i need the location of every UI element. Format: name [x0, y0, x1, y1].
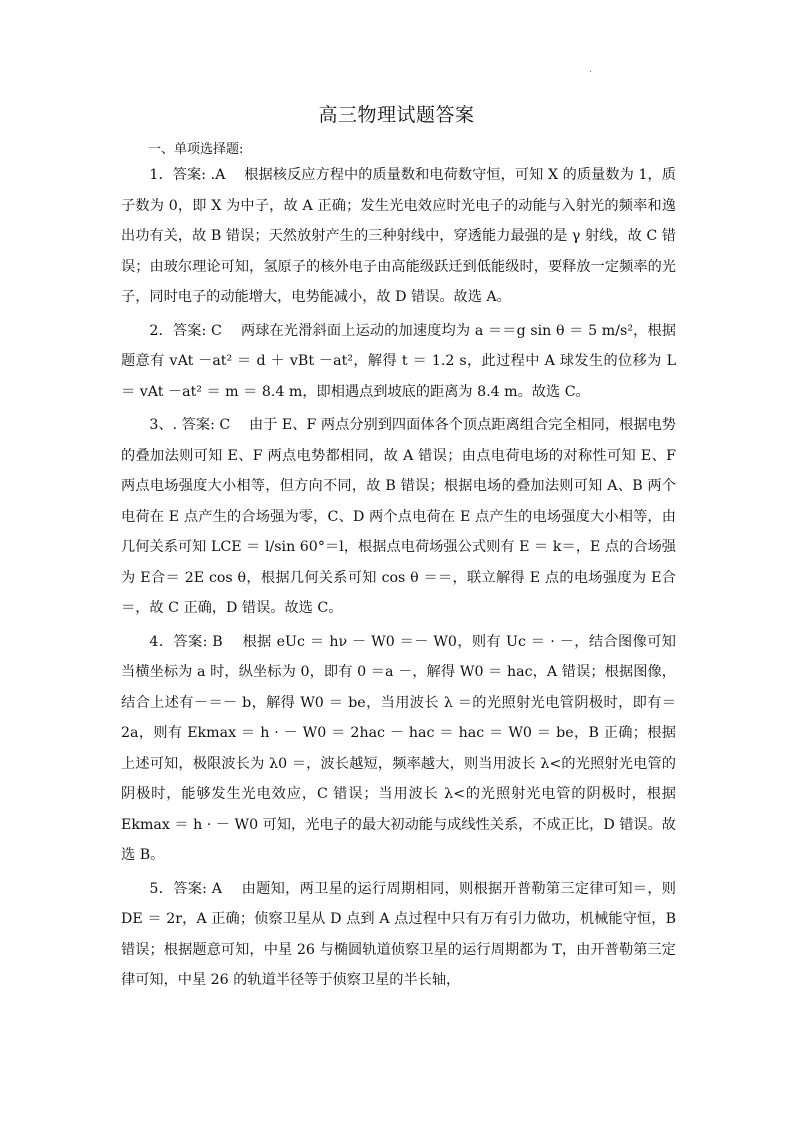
answer-3-paragraph: 3、. 答案: C 由于 E、F 两点分别到四面体各个顶点距离组合完全相同，根据电势的叠加法则可知 E、F 两点电势都相同，故 A 错误；由点电荷电场的对称性可知 E、F 两点电场强度大小相等，但方向不同，故 B 错误；根据电场的叠加法则可知 A、B 两个电荷在 E 点产生的合场强为零，C、D 两个点电荷在 E 点产生的电场强度大小相等，由几何关系可知 LCE ＝ l/sin 60°＝l，根据点电荷场强公式则有 E ＝ k＝，E 点的合场强为 E合＝ 2E cos θ，根据几何关系可知 cos θ ＝＝，联立解得 E 点的电场强度为 E合＝，故 C 正确，D 错误。故选 C。	[121, 417, 676, 616]
page-title: 高三物理试题答案	[318, 104, 475, 126]
section-heading: 一、单项选择题:	[148, 142, 244, 157]
answer-1-paragraph: 1．答案: .A 根据核反应方程中的质量数和电荷数守恒，可知 X 的质量数为 1，质子数为 0，即 X 为中子，故 A 正确；发生光电效应时光电子的动能与入射光的频率和逸出功有关，故 B 错误；天然放射产生的三种射线中，穿透能力最强的是 γ 射线，故 C 错误；由玻尔理论可知，氢原子的核外电子由高能级跃迁到低能级时，要释放一定频率的光子，同时电子的动能增大，电势能减小，故 D 错误。故选 A。	[121, 167, 676, 305]
answer-4-paragraph: 4．答案: B 根据 eUc ＝ hν － W0 ＝－ W0，则有 Uc ＝ · －，结合图像可知当横坐标为 a 时，纵坐标为 0，即有 0 ＝a －，解得 W0 ＝ hac，A 错误；根据图像，结合上述有－＝－ b，解得 W0 ＝ be，当用波长 λ ＝的光照射光电管阴极时，即有＝ 2a，则有 Ekmax ＝ h · － W0 ＝ 2hac － hac ＝ hac ＝ W0 ＝ be，B 正确；根据上述可知，极限波长为 λ0 ＝，波长越短，频率越大，则当用波长 λ<的光照射光电管的阴极时，能够发生光电效应，C 错误；当用波长 λ<的光照射光电管的阴极时，根据 Ekmax ＝ h · － W0 可知，光电子的最大初动能与成线性关系，不成正比，D 错误。故选 B。	[121, 633, 676, 863]
answer-5-paragraph: 5．答案: A 由题知，两卫星的运行周期相同，则根据开普勒第三定律可知＝，则 DE ＝ 2r，A 正确；侦察卫星从 D 点到 A 点过程中只有万有引力做功，机械能守恒，B 错误；根据题意可知，中星 26 与椭圆轨道侦察卫星的运行周期都为 T，由开普勒第三定律可知，中星 26 的轨道半径等于侦察卫星的半长轴，	[121, 880, 676, 988]
corner-mark: .	[589, 64, 593, 75]
answer-body	[121, 160, 676, 999]
answer-2-paragraph: 2．答案: C 两球在光滑斜面上运动的加速度均为 a ＝＝g sin θ ＝ 5 m/s²，根据题意有 vAt －at² ＝ d ＋ vBt －at²，解得 t ＝ 1.2 s，此过程中 A 球发生的位移为 L ＝ vAt －at² ＝ m ＝ 8.4 m，即相遇点到坡底的距离为 8.4 m。故选 C。	[121, 322, 676, 400]
